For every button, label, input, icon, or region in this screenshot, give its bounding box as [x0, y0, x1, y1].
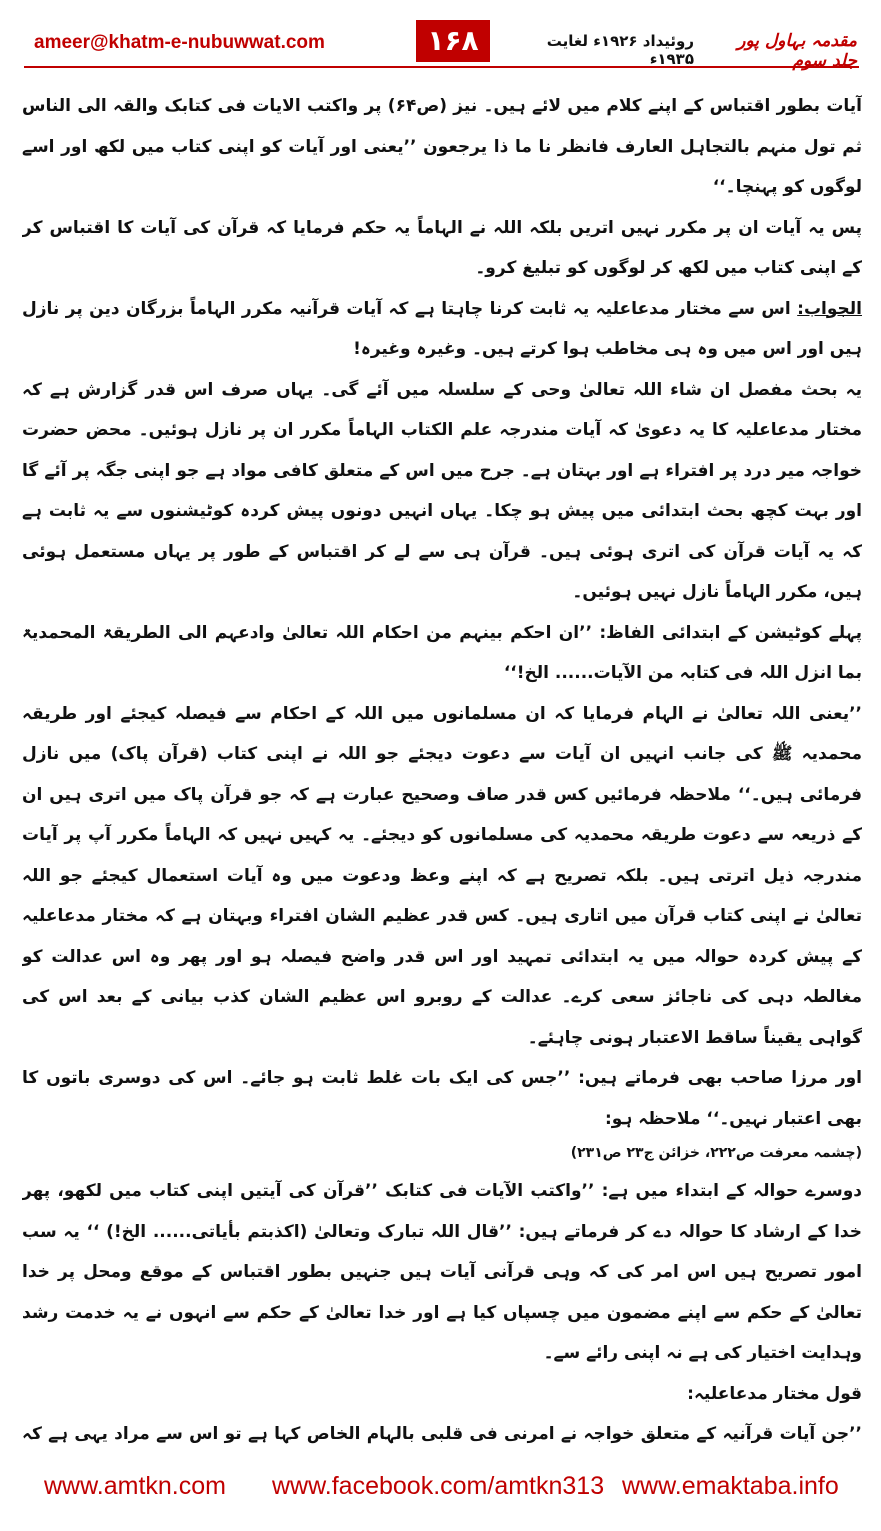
header-years: روئیداد ۱۹۲۶ء لغایت ۱۹۳۵ء: [546, 32, 694, 68]
header-divider: [24, 66, 859, 68]
paragraph: یہ بحث مفصل ان شاء اللہ تعالیٰ وحی کے سلسلہ میں آئے گی۔ یہاں صرف اس قدر گزارش ہے کہ مختار مدعاعلیہ کا یہ دعویٰ کہ آیات مندرجہ علم الکتاب الہاماً مکرر ان پر نازل ہوئیں۔ محض حضرت خواجہ میر درد پر افتراء ہے اور بہتان ہے۔ جرح میں اس کے متعلق کافی مواد ہے جو اپنی جگہ پر آئے گا اور بہت کچھ بحث ابتدائی میں پیش ہو چکا۔ یہاں انہیں دونوں پیش کردہ کوٹیشنوں سے یہ ثابت ہے کہ یہ آیات قرآن کی اتری ہوئی ہیں۔ قرآن ہی سے لے کر اقتباس کے طور پر یہاں مستعمل ہوئی ہیں، مکرر الہاماً نازل نہیں ہوئیں۔: [22, 379, 862, 602]
page-header: [24, 18, 859, 70]
qawl-heading: قول مختار مدعاعلیہ:: [687, 1383, 862, 1404]
answer-text: اس سے مختار مدعاعلیہ یہ ثابت کرنا چاہتا ہے کہ آیات قرآنیہ مکرر الہاماً بزرگان دین پر نازل ہیں اور اس میں وہ ہی مخاطب ہوا کرتے ہیں۔ وغیرہ وغیرہ!: [22, 298, 862, 359]
header-email[interactable]: ameer@khatm-e-nubuwwat.com: [34, 32, 325, 53]
paragraph: دوسرے حوالہ کے ابتداء میں ہے: ’’واکتب الآیات فی کتابک ’’قرآن کی آیتیں اپنی کتاب میں لکھو، پھر خدا کے ارشاد کا حوالہ دے کر فرماتے ہیں: ’’قال اللہ تبارک وتعالیٰ (اکذبتم بأیاتی...... الخ!) ‘‘ یہ سب امور تصریح ہیں اس امر کی کہ وہی قرآنی آیات ہیں جنہیں بطور اقتباس کے موقع ومحل پر خدا تعالیٰ کے حکم سے اپنے مضمون میں چسپاں کیا ہے اور خدا تعالیٰ کے حکم سے انہوں نے یہ خدمت رشد وہدایت اختیار کی ہے نہ اپنی رائے سے۔: [22, 1181, 862, 1363]
answer-paragraph: [22, 289, 862, 370]
footer-link-amtkn[interactable]: www.amtkn.com: [44, 1472, 226, 1500]
page-body: [22, 86, 862, 1448]
paragraph: ’’یعنی اللہ تعالیٰ نے الہام فرمایا کہ ان مسلمانوں میں اللہ کے احکام سے فیصلہ کیجئے اور طریقہ محمدیہ ﷺ کی جانب انہیں ان آیات سے دعوت دیجئے جو اللہ نے اپنی کتاب (قرآن پاک) میں نازل فرمائی ہیں۔‘‘ ملاحظہ فرمائیں کس قدر صاف وصحیح عبارت ہے کہ جو قرآن پاک میں اتری ہیں ان کے ذریعہ سے دعوت طریقہ محمدیہ کی مسلمانوں کو دیجئے۔ یہ کہیں نہیں کہ الہاماً مکرر آپ پر آیات مندرجہ ذیل اترتی ہیں۔ بلکہ تصریح ہے کہ اپنے وعظ ودعوت میں وہ آیات استعمال کیجئے جو اللہ تعالیٰ نے اپنی کتاب قرآن میں اتاری ہیں۔ کس قدر عظیم الشان افتراء وبہتان ہے کہ مختار مدعاعلیہ کے پیش کردہ حوالہ میں یہ ابتدائی تمہید اور اس قدر واضح فیصلہ ہو اور پھر وہ اس عدالت کو مغالطہ دہی کی ناجائز سعی کرے۔ عدالت کے روبرو اس عظیم الشان کذب بیانی کے بعد اس کی گواہی یقیناً ساقط الاعتبار ہونی چاہئے۔: [22, 703, 862, 1048]
header-book-title: مقدمہ بہاول پور جلد سوم: [737, 31, 857, 71]
answer-label: الجواب:: [797, 298, 862, 319]
paragraph: آیات بطور اقتباس کے اپنے کلام میں لائے ہیں۔ نیز (ص۶۴) پر واکتب الایات فی کتابک والقہ الی الناس ثم تول منہم بالتجاہل العارف فانظر نا ما ذا یرجعون ’’یعنی اور آیات کو اپنی کتاب میں لکھ اور اسے لوگوں کو پہنچا۔‘‘: [22, 96, 862, 197]
paragraph: اور مرزا صاحب بھی فرماتے ہیں: ’’جس کی ایک بات غلط ثابت ہو جائے۔ اس کی دوسری باتوں کا بھی اعتبار نہیں۔‘‘ ملاحظہ ہو:: [22, 1068, 862, 1129]
paragraph: پس یہ آیات ان پر مکرر نہیں اتریں بلکہ اللہ نے الہاماً یہ حکم فرمایا کہ قرآن کی آیات کا اقتباس کر کے اپنی کتاب میں لکھ کر لوگوں کو تبلیغ کرو۔: [22, 217, 862, 278]
paragraph: پہلے کوٹیشن کے ابتدائی الفاظ: ’’ان احکم بینہم من احکام اللہ تعالیٰ وادعہم الی الطریقۃ المحمدیۃ بما انزل اللہ فی کتابہ من الآیات...... الخ!‘‘: [22, 622, 862, 683]
footer-link-emaktaba[interactable]: www.emaktaba.info: [622, 1472, 839, 1500]
page-footer: [0, 1468, 881, 1512]
footer-link-facebook[interactable]: www.facebook.com/amtkn313: [272, 1472, 605, 1500]
paragraph: ’’جن آیات قرآنیہ کے متعلق خواجہ نے امرنی فی قلبی بالہام الخاص کہا ہے تو اس سے مراد یہی ہے کہ: [22, 1424, 862, 1444]
page-number-badge: ۱۶۸: [416, 20, 490, 62]
reference-citation: (چشمہ معرفت ص۲۲۲، خزائن ج۲۳ ص۲۳۱): [570, 1145, 862, 1161]
